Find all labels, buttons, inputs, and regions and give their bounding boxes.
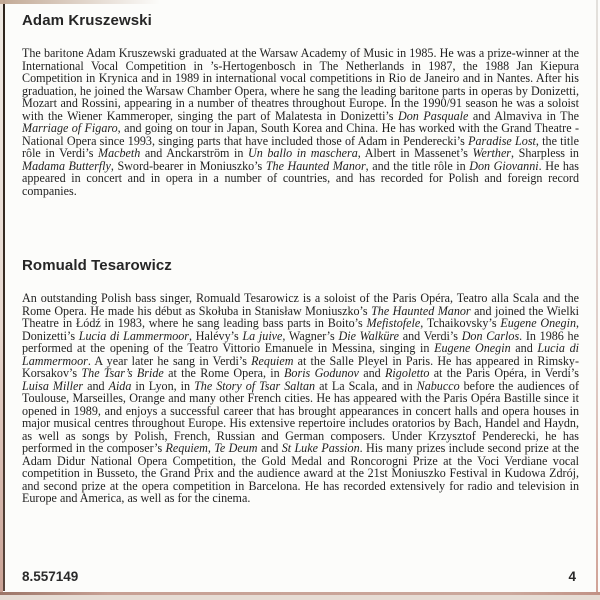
scan-edge-bottom-strip — [0, 595, 600, 600]
biography-paragraph-romuald-tesarowicz: An outstanding Polish bass singer, Romuald Tesarowicz is a soloist of the Paris Opéra, Teatro alla Scala and the Rome Opera. He made his début as Skołuba in Stanisław Moniuszko’s The Haunted Manor and joined the Wielki Theatre in Łódź in 1983, where he sang leading bass parts in Boito’s Mefistofele, Tchaikovsky’s Eugene Onegin, Donizetti’s Lucia di Lammermoor, Halévy’s La juive, Wagner’s Die Walküre and Verdi’s Don Carlos. In 1986 he performed at the opening of the Teatro Vittorio Emanuele in Messina, singing in Eugene Onegin and Lucia di Lammermoor. A year later he sang in Verdi’s Requiem at the Salle Pleyel in Paris. He has appeared in Rimsky-Korsakov’s The Tsar’s Bride at the Rome Opera, in Boris Godunov and Rigoletto at the Paris Opéra, in Verdi’s Luisa Miller and Aida in Lyon, in The Story of Tsar Saltan at La Scala, and in Nabucco before the audiences of Toulouse, Marseilles, Orange and many other French cities. He has appeared with the Paris Opéra Bastille since it opened in 1989, and enjoys a successful career that has brought appearances in concert halls and opera houses in major musical centres throughout Europe. His extensive repertoire includes oratorios by Bach, Handel and Haydn, as well as songs by Polish, French, Russian and German composers. Under Krzysztof Penderecki, he has performed in the composer’s Requiem, Te Deum and St Luke Passion. His many prizes include second prize at the Adam Didur National Opera Competition, the Gold Medal and Roncorogni Prize at the Voci Verdiane vocal competition in Busseto, the Grand Prix and the audience award at the 21st Moniuszko Festival in Kudowa Zdrój, and second prize at the opera competition in Barcelona. He has recorded extensively for radio and television in Europe and America, as well as for the cinema. — [22, 291, 580, 505]
scan-edge-left-line — [3, 0, 5, 591]
scan-edge-right-line — [596, 0, 598, 600]
biography-paragraph-adam-kruszewski: The baritone Adam Kruszewski graduated at the Warsaw Academy of Music in 1985. He was a prize-winner at the International Vocal Competition in ’s-Hertogenbosch in The Netherlands in 1987, the 1988 Jan Kiepura Competition in Krynica and in 1989 in international vocal competitions in Rio de Janeiro and in Nantes. After his graduation, he joined the Warsaw Chamber Opera, where he sang the leading baritone parts in operas by Donizetti, Mozart and Rossini, appearing in a number of theatres throughout Europe. In the 1990/91 season he was a soloist with the Wiener Kammeroper, singing the part of Malatesta in Donizetti’s Don Pasquale and Almaviva in The Marriage of Figaro, and going on tour in Japan, South Korea and China. He has worked with the Grand Theatre - National Opera since 1993, singing parts that have included those of Adam in Penderecki’s Paradise Lost, the title rôle in Verdi’s Macbeth and Anckarström in Un ballo in maschera, Albert in Massenet’s Werther, Sharpless in Madama Butterfly, Sword-bearer in Moniuszko’s The Haunted Manor, and the title rôle in Don Giovanni. He has appeared in concert and in opera in a number of countries, and has recorded for Polish and foreign record companies. — [22, 46, 579, 198]
section-romuald-tesarowicz — [22, 257, 579, 505]
catalog-number: 8.557149 — [22, 569, 79, 584]
page-content — [22, 0, 579, 505]
page-footer — [22, 569, 576, 584]
page-number: 4 — [568, 569, 576, 584]
section-heading-adam-kruszewski: Adam Kruszewski — [22, 12, 152, 29]
section-heading-romuald-tesarowicz: Romuald Tesarowicz — [22, 257, 172, 274]
section-adam-kruszewski — [22, 12, 579, 197]
